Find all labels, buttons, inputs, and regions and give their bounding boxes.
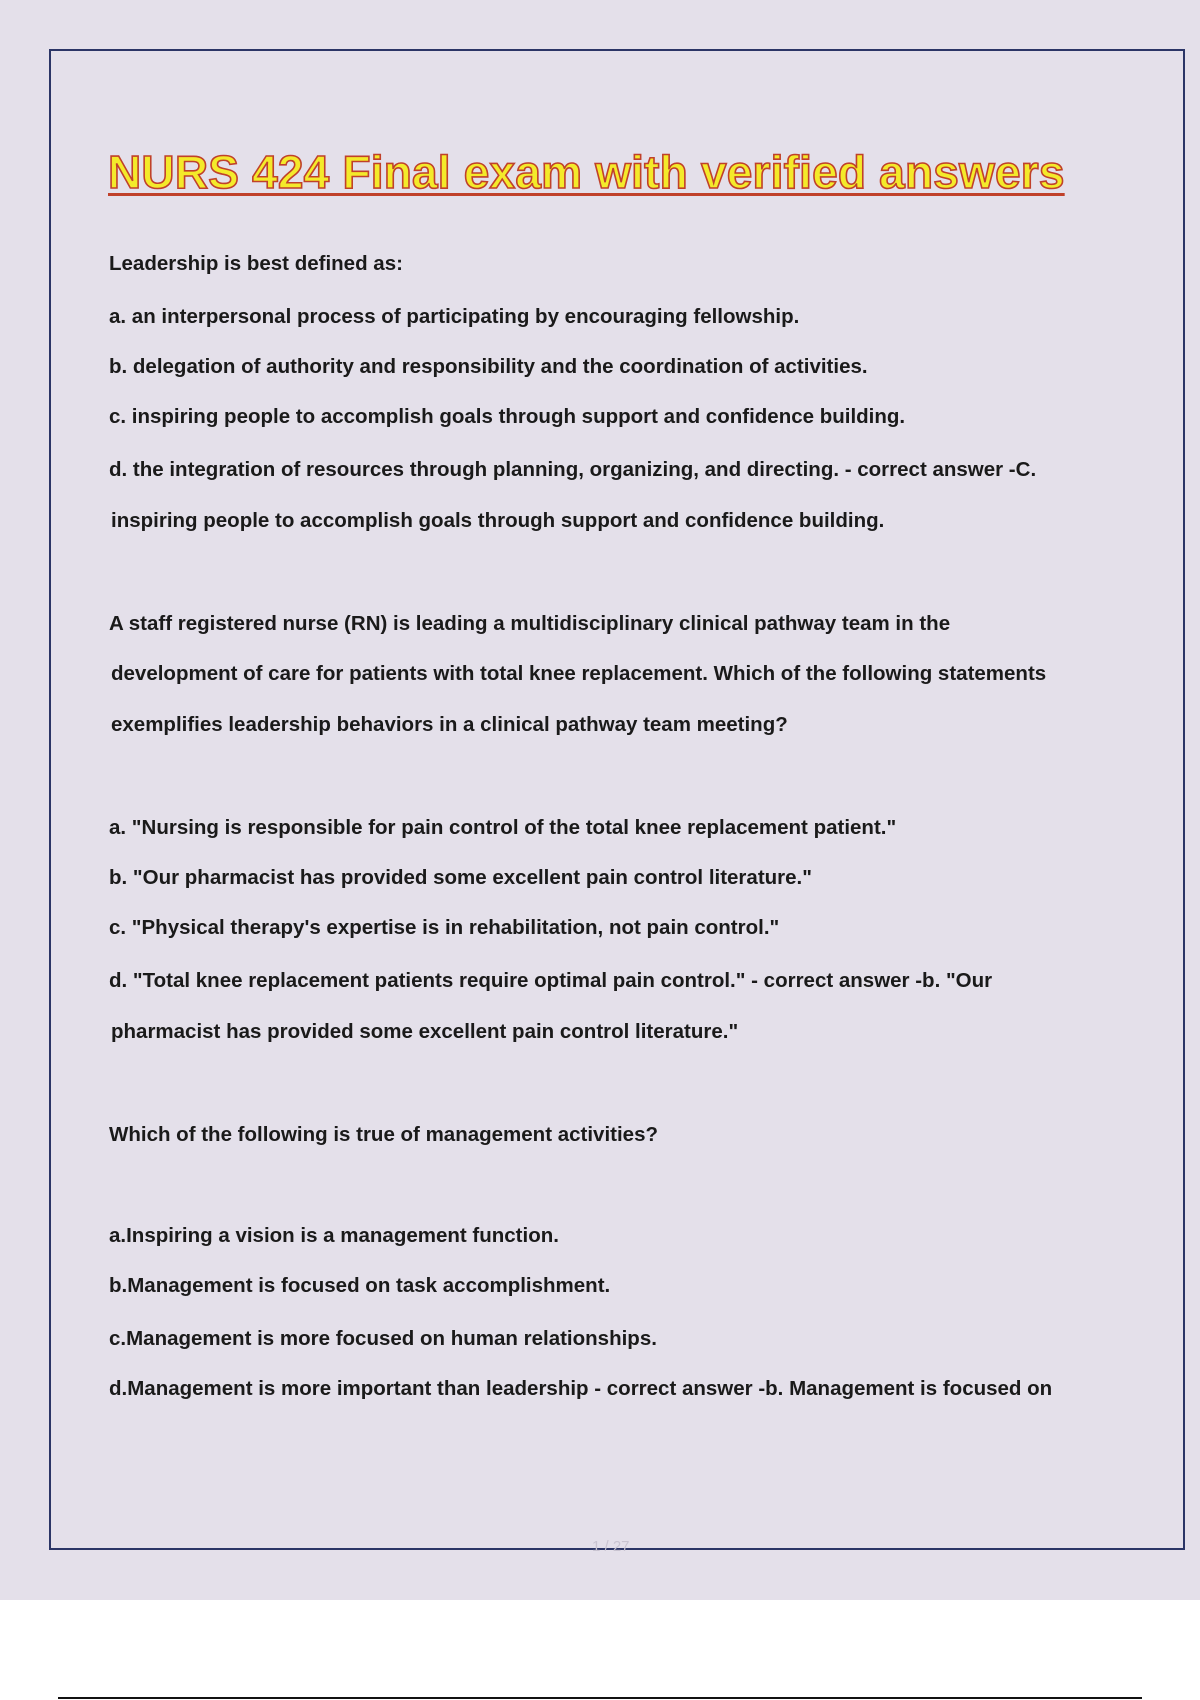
question-2-stem-line-3: exemplifies leadership behaviors in a clinical pathway team meeting? [111, 713, 788, 736]
question-2-option-d: d. "Total knee replacement patients require optimal pain control." - correct answer -b. "Our [109, 969, 993, 992]
question-2-option-a: a. "Nursing is responsible for pain control of the total knee replacement patient." [109, 816, 897, 839]
question-2-option-c: c. "Physical therapy's expertise is in rehabilitation, not pain control." [109, 916, 780, 939]
question-2-stem-line-1: A staff registered nurse (RN) is leading a multidisciplinary clinical pathway team in the [109, 612, 951, 635]
document-title: NURS 424 Final exam with verified answers [108, 146, 1065, 198]
question-1-option-b: b. delegation of authority and responsibility and the coordination of activities. [109, 355, 868, 378]
question-1-option-d: d. the integration of resources through planning, organizing, and directing. - correct answer -C. [109, 458, 1037, 481]
question-1-option-a: a. an interpersonal process of participating by encouraging fellowship. [109, 305, 800, 328]
question-3-option-a: a.Inspiring a vision is a management function. [109, 1224, 559, 1247]
question-3-option-d: d.Management is more important than leadership - correct answer -b. Management is focused on [109, 1377, 1053, 1400]
question-2-option-b: b. "Our pharmacist has provided some excellent pain control literature." [109, 866, 812, 889]
question-1-answer-continued: inspiring people to accomplish goals through support and confidence building. [111, 509, 885, 532]
question-3-option-c: c.Management is more focused on human relationships. [109, 1327, 657, 1350]
question-2-stem-line-2: development of care for patients with total knee replacement. Which of the following statements [111, 662, 1047, 685]
question-2-answer-continued: pharmacist has provided some excellent pain control literature." [111, 1020, 739, 1043]
question-1-stem: Leadership is best defined as: [109, 252, 403, 275]
question-1-option-c: c. inspiring people to accomplish goals through support and confidence building. [109, 405, 906, 428]
question-3-option-b: b.Management is focused on task accomplishment. [109, 1274, 611, 1297]
page-indicator: 1 / 27 [592, 1538, 630, 1555]
question-3-stem: Which of the following is true of management activities? [109, 1123, 658, 1146]
next-page-top-rule [58, 1697, 1142, 1699]
